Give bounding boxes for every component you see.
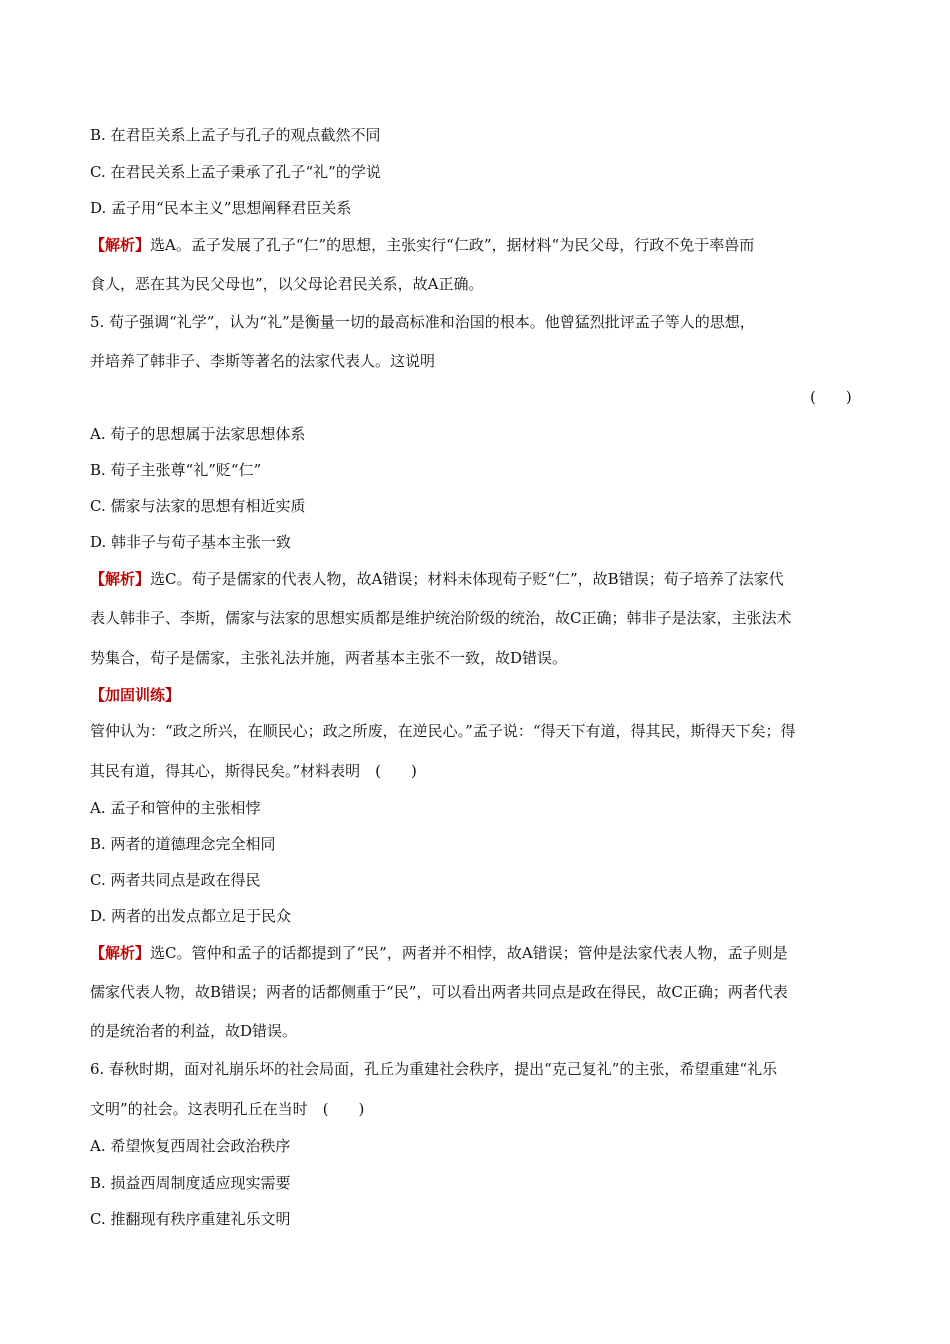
analysis-tag: 【解析】	[90, 944, 151, 962]
analysis-tag: 【解析】	[90, 236, 151, 254]
q4-option-b: B. 在君臣关系上孟子与孔子的观点截然不同	[90, 126, 381, 144]
q4-option-c: C. 在君民关系上孟子秉承了孔子“礼”的学说	[90, 163, 381, 181]
analysis-text: 选C。管仲和孟子的话都提到了“民”，两者并不相悖，故A错误；管仲是法家代表人物，孟子则是	[150, 944, 788, 962]
extra-option-a: A. 孟子和管仲的主张相悖	[90, 799, 261, 817]
q5-option-d: D. 韩非子与荀子基本主张一致	[90, 533, 292, 551]
extra-option-b: B. 两者的道德理念完全相同	[90, 835, 276, 853]
extra-stem-line-2: 其民有道，得其心，斯得民矣。”材料表明 ( )	[90, 762, 417, 780]
q5-stem-line-2: 并培养了韩非子、李斯等著名的法家代表人。这说明	[90, 352, 436, 370]
q5-analysis-line-3: 势集合，荀子是儒家，主张礼法并施，两者基本主张不一致，故D错误。	[90, 649, 568, 667]
extra-analysis-line-3: 的是统治者的利益，故D错误。	[90, 1022, 298, 1040]
q6-stem-line-2: 文明”的社会。这表明孔丘在当时 ( )	[90, 1100, 365, 1118]
reinforcement-heading: 【加固训练】	[90, 686, 181, 704]
extra-analysis-line-1	[90, 943, 865, 963]
q6-stem-line-1: 6. 春秋时期，面对礼崩乐坏的社会局面，孔丘为重建社会秩序，提出“克己复礼”的主张，希望重建“礼乐	[90, 1060, 778, 1078]
q4-option-d: D. 孟子用“民本主义”思想阐释君臣关系	[90, 199, 352, 217]
q5-analysis-line-2: 表人韩非子、李斯，儒家与法家的思想实质都是维护统治阶级的统治，故C正确；韩非子是法家，主张法术	[90, 609, 792, 627]
extra-option-d: D. 两者的出发点都立足于民众	[90, 907, 292, 925]
q4-analysis-line-2: 食人，恶在其为民父母也”，以父母论君民关系，故A正确。	[90, 275, 484, 293]
q6-option-a: A. 希望恢复西周社会政治秩序	[90, 1137, 291, 1155]
analysis-tag: 【解析】	[90, 570, 151, 588]
q5-option-a: A. 荀子的思想属于法家思想体系	[90, 425, 306, 443]
q5-option-b: B. 荀子主张尊“礼”贬“仁”	[90, 461, 262, 479]
q6-option-b: B. 损益西周制度适应现实需要	[90, 1174, 291, 1192]
q5-option-c: C. 儒家与法家的思想有相近实质	[90, 497, 306, 515]
analysis-text: 选C。荀子是儒家的代表人物，故A错误；材料未体现荀子贬“仁”，故B错误；荀子培养了法家代	[150, 570, 784, 588]
q6-option-c: C. 推翻现有秩序重建礼乐文明	[90, 1210, 291, 1228]
extra-stem-line-1: 管仲认为：“政之所兴，在顺民心；政之所废，在逆民心。”孟子说：“得天下有道，得其民，斯得天下矣；得	[90, 722, 796, 740]
q5-analysis-line-1	[90, 569, 865, 589]
q5-answer-paren: ( )	[810, 388, 852, 406]
analysis-text: 选A。孟子发展了孔子“仁”的思想，主张实行“仁政”，据材料“为民父母，行政不免于率兽而	[150, 236, 755, 254]
q4-analysis-line-1	[90, 235, 865, 255]
extra-analysis-line-2: 儒家代表人物，故B错误；两者的话都侧重于“民”，可以看出两者共同点是政在得民，故C正确；两者代表	[90, 983, 788, 1001]
q5-stem-line-1: 5. 荀子强调“礼学”，认为“礼”是衡量一切的最高标准和治国的根本。他曾猛烈批评孟子等人的思想，	[90, 313, 755, 331]
extra-option-c: C. 两者共同点是政在得民	[90, 871, 261, 889]
